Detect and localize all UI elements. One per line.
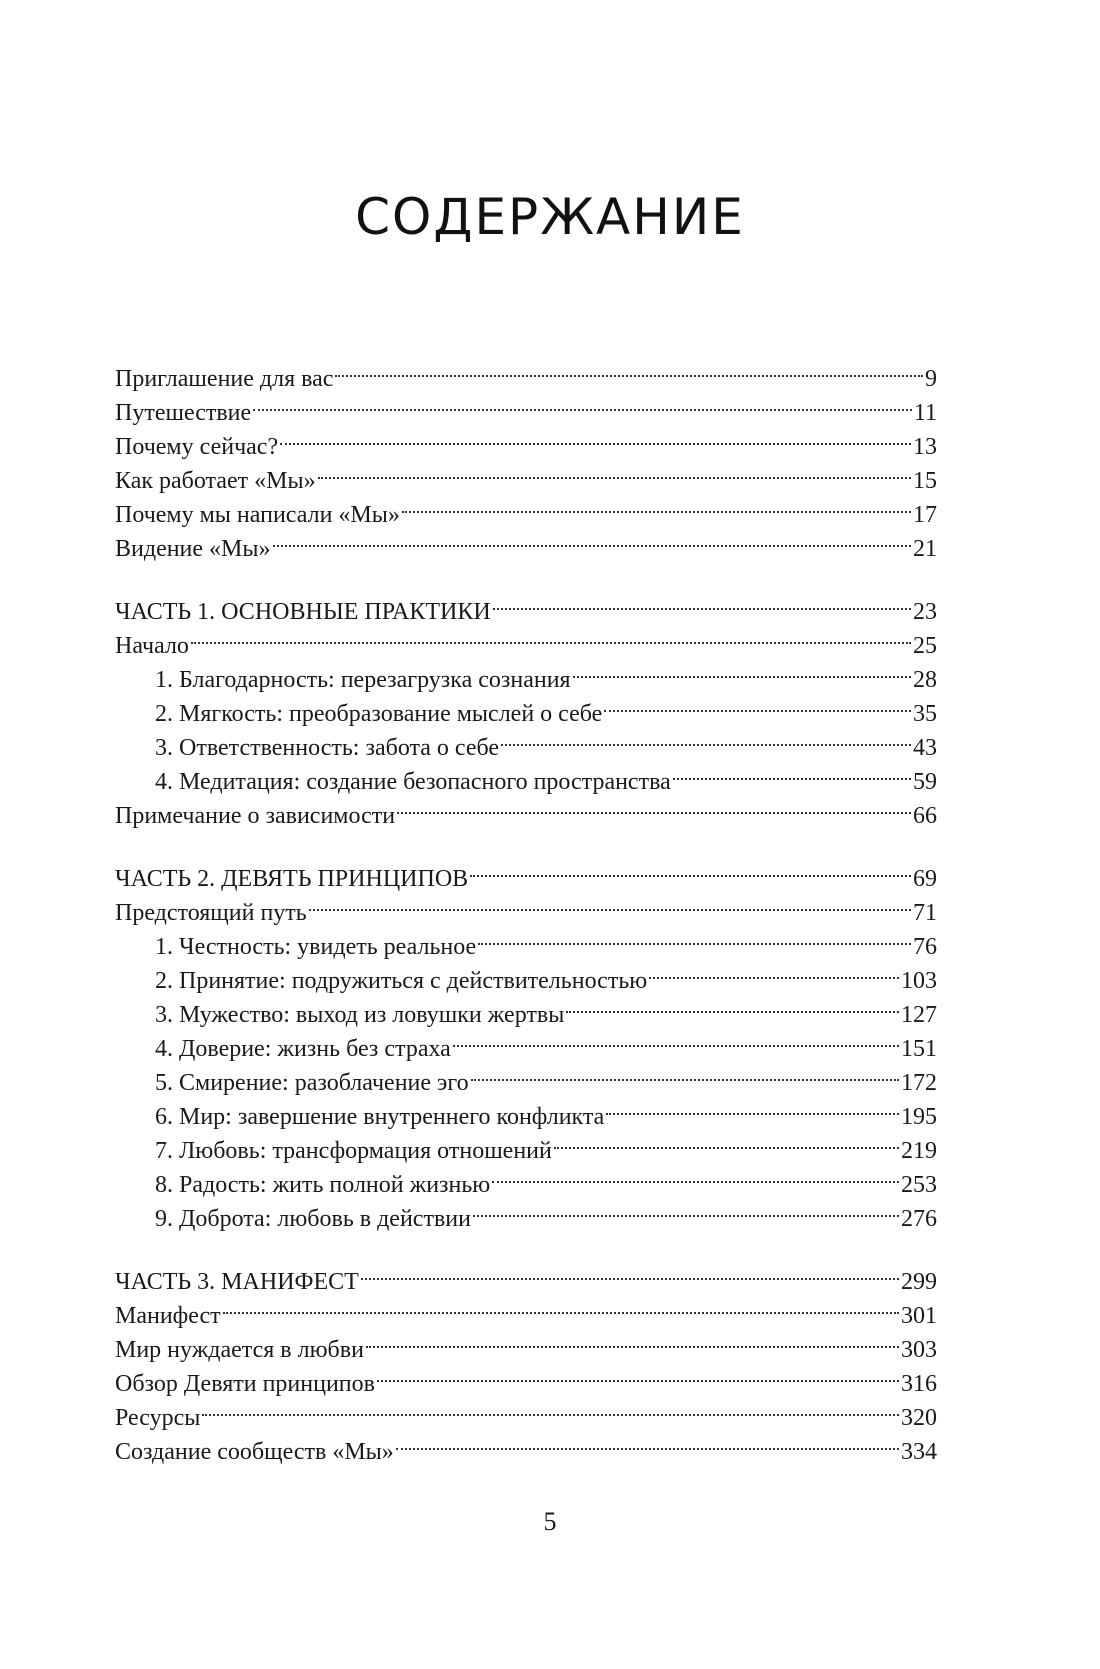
toc-entry-title: Приглашение для вас (115, 366, 334, 392)
toc-entry-page: 299 (901, 1269, 937, 1295)
toc-entry-title: 2. Мягкость: преобразование мыслей о себе (155, 701, 603, 727)
toc-entry (115, 352, 937, 392)
dot-leader (554, 1124, 899, 1158)
toc-entry-title: Как работает «Мы» (115, 468, 316, 494)
toc-entry-page: 15 (913, 468, 937, 494)
toc-entry-title: ЧАСТЬ 3. МАНИФЕСТ (115, 1269, 359, 1295)
dot-leader (566, 988, 899, 1022)
dot-leader (253, 386, 912, 420)
dot-leader (606, 1090, 899, 1124)
toc-entry-title: 7. Любовь: трансформация отношений (155, 1138, 552, 1164)
toc-entry (115, 653, 937, 693)
toc-entry-page: 71 (913, 900, 937, 926)
toc-entry-title: Путешествие (115, 400, 252, 426)
dot-leader (377, 1357, 899, 1391)
toc-entry-page: 334 (901, 1439, 937, 1465)
toc-entry-title: 1. Благодарность: перезагрузка сознания (155, 667, 571, 693)
toc-entry-page: 301 (901, 1303, 937, 1329)
toc-entry-page: 69 (913, 866, 937, 892)
toc-entry-title: 4. Доверие: жизнь без страха (155, 1036, 451, 1062)
toc-entry-page: 320 (901, 1405, 937, 1431)
dot-leader (478, 920, 911, 954)
toc-entry-title: 9. Доброта: любовь в действии (155, 1206, 471, 1232)
toc-entry-page: 59 (913, 769, 937, 795)
dot-leader (493, 585, 911, 619)
toc-entry-page: 219 (901, 1138, 937, 1164)
dot-leader (335, 352, 923, 386)
toc-entry-title: Ресурсы (115, 1405, 201, 1431)
toc-entry-title: 6. Мир: завершение внутреннего конфликта (155, 1104, 605, 1130)
dot-leader (649, 954, 899, 988)
toc-entry-page: 17 (913, 502, 937, 528)
toc-entry-page: 276 (901, 1206, 937, 1232)
dot-leader (453, 1022, 899, 1056)
dot-leader (402, 488, 911, 522)
toc-entry-page: 103 (901, 968, 937, 994)
toc-entry-title: Начало (115, 633, 189, 659)
toc-entry-page: 11 (913, 400, 937, 426)
toc-entry-page: 127 (901, 1002, 937, 1028)
toc-section (115, 352, 937, 562)
toc-entry-page: 21 (913, 536, 937, 562)
toc-entry-title: 2. Принятие: подружиться с действительностью (155, 968, 648, 994)
toc-entry (115, 1323, 937, 1363)
toc-entry-page: 13 (913, 434, 937, 460)
toc-section (115, 585, 937, 829)
toc-entry-title: ЧАСТЬ 2. ДЕВЯТЬ ПРИНЦИПОВ (115, 866, 469, 892)
toc-entry-title: Предстоящий путь (115, 900, 307, 926)
dot-leader (492, 1158, 899, 1192)
toc-entry-page: 151 (901, 1036, 937, 1062)
toc-section (115, 852, 937, 1232)
toc-entry-page: 25 (913, 633, 937, 659)
toc-entry-title: 3. Ответственность: забота о себе (155, 735, 500, 761)
toc-entry-title: 1. Честность: увидеть реальное (155, 934, 477, 960)
toc-entry-title: Почему сейчас? (115, 434, 279, 460)
toc-entry (115, 619, 937, 659)
toc-entry-title: Видение «Мы» (115, 536, 271, 562)
dot-leader (471, 1056, 899, 1090)
page-title: СОДЕРЖАНИЕ (355, 188, 745, 246)
dot-leader (223, 1289, 899, 1323)
toc-entry-title: 8. Радость: жить полной жизнью (155, 1172, 491, 1198)
dot-leader (501, 721, 911, 755)
toc-entry-title: 3. Мужество: выход из ловушки жертвы (155, 1002, 565, 1028)
toc-entry-title: Примечание о зависимости (115, 803, 396, 829)
dot-leader (673, 755, 911, 789)
toc-entry (115, 1289, 937, 1329)
toc-entry-page: 253 (901, 1172, 937, 1198)
toc-entry (115, 1425, 937, 1465)
toc-entry-title: Обзор Девяти принципов (115, 1371, 375, 1397)
toc-section (115, 1255, 937, 1465)
toc-entry-page: 43 (913, 735, 937, 761)
dot-leader (309, 886, 911, 920)
toc-entry (115, 852, 937, 892)
toc-entry-page: 9 (925, 366, 937, 392)
toc-entry (115, 1255, 937, 1295)
toc-entry-page: 76 (913, 934, 937, 960)
toc-entry-page: 28 (913, 667, 937, 693)
toc-entry-page: 35 (913, 701, 937, 727)
toc-entry-title: Манифест (115, 1303, 221, 1329)
toc-entry-page: 316 (901, 1371, 937, 1397)
toc-entry-page: 195 (901, 1104, 937, 1130)
dot-leader (318, 454, 911, 488)
dot-leader (573, 653, 911, 687)
toc-entry (115, 585, 937, 625)
dot-leader (396, 1425, 899, 1459)
toc-entry-page: 23 (913, 599, 937, 625)
toc-entry-title: ЧАСТЬ 1. ОСНОВНЫЕ ПРАКТИКИ (115, 599, 491, 625)
toc-entry-page: 303 (901, 1337, 937, 1363)
dot-leader (473, 1192, 899, 1226)
toc-entry-title: 4. Медитация: создание безопасного пространства (155, 769, 671, 795)
toc-entry (115, 1391, 937, 1431)
dot-leader (604, 687, 911, 721)
dot-leader (470, 852, 911, 886)
dot-leader (202, 1391, 899, 1425)
dot-leader (361, 1255, 899, 1289)
dot-leader (191, 619, 911, 653)
toc-entry-title: Мир нуждается в любви (115, 1337, 364, 1363)
toc-entry-page: 66 (913, 803, 937, 829)
toc-entry-title: Создание сообществ «Мы» (115, 1439, 394, 1465)
toc-entry-page: 172 (901, 1070, 937, 1096)
dot-leader (397, 789, 911, 823)
toc-entry-title: Почему мы написали «Мы» (115, 502, 400, 528)
page-number: 5 (543, 1507, 557, 1536)
toc-entry-title: 5. Смирение: разоблачение эго (155, 1070, 469, 1096)
dot-leader (273, 522, 911, 556)
table-of-contents (115, 352, 937, 1488)
dot-leader (366, 1323, 899, 1357)
dot-leader (280, 420, 911, 454)
